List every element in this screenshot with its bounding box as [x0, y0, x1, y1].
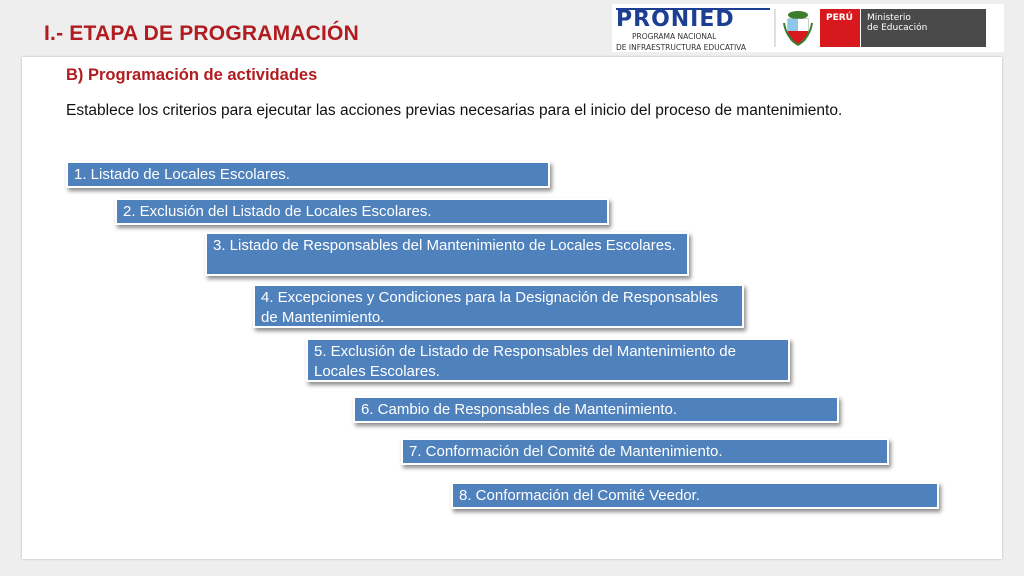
coat-of-arms-icon	[782, 8, 814, 48]
step-3: 3. Listado de Responsables del Mantenimiento de Locales Escolares.	[205, 232, 689, 276]
pronied-subtitle-line2: DE INFRAESTRUCTURA EDUCATIVA	[616, 43, 746, 52]
ministry-line2: de Educación	[867, 23, 928, 33]
peru-label: PERÚ	[820, 9, 860, 47]
pronied-subtitle-line1: PROGRAMA NACIONAL	[632, 32, 717, 41]
step-6: 6. Cambio de Responsables de Mantenimiento.	[353, 396, 839, 423]
section-subtitle: B) Programación de actividades	[66, 66, 318, 84]
logo-divider	[774, 9, 776, 47]
step-1: 1. Listado de Locales Escolares.	[66, 161, 550, 188]
step-7: 7. Conformación del Comité de Mantenimiento.	[401, 438, 889, 465]
ministry-line1: Ministerio	[867, 13, 911, 23]
pronied-logo	[612, 4, 770, 52]
slide-title: I.- ETAPA DE PROGRAMACIÓN	[44, 22, 359, 45]
step-4: 4. Excepciones y Condiciones para la Designación de Responsables de Mantenimiento.	[253, 284, 744, 328]
step-5: 5. Exclusión de Listado de Responsables del Mantenimiento de Locales Escolares.	[306, 338, 790, 382]
ministry-label	[860, 9, 986, 47]
step-2: 2. Exclusión del Listado de Locales Escolares.	[115, 198, 609, 225]
pronied-wordmark: PRONIED	[616, 8, 770, 30]
section-description: Establece los criterios para ejecutar las acciones previas necesarias para el inicio del proceso de mantenimiento.	[66, 102, 843, 119]
government-logo	[820, 9, 986, 47]
step-8: 8. Conformación del Comité Veedor.	[451, 482, 939, 509]
header-logos	[612, 4, 1004, 52]
